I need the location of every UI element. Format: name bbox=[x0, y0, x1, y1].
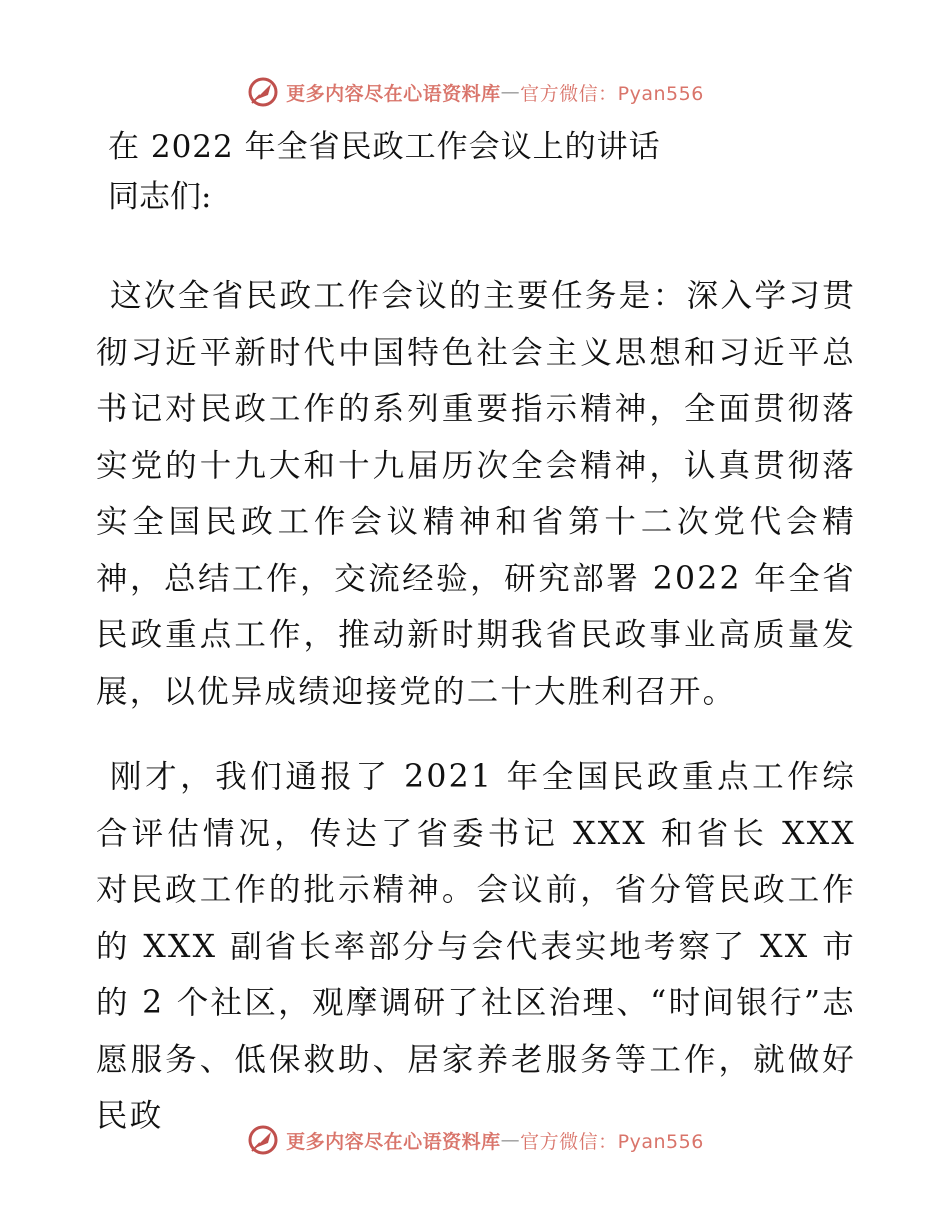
document-greeting: 同志们: bbox=[108, 179, 212, 215]
watermark-library-text: 更多内容尽在心语资料库 bbox=[286, 82, 501, 105]
header-watermark bbox=[0, 72, 950, 112]
body-paragraph: 这次全省民政工作会议的主要任务是：深入学习贯彻习近平新时代中国特色社会主义思想和习近平总书记对民政工作的系列重要指示精神，全面贯彻落实党的十九大和十九届历次全会精神，认真贯彻落实全国民政工作会议精神和省第十二次党代会精神，总结工作，交流经验，研究部署 2022 年全省民政重点工作，推动新时期我省民政事业高质量发展，以优异成绩迎接党的二十大胜利召开。 bbox=[96, 278, 856, 710]
document-title: 在 2022 年全省民政工作会议上的讲话 bbox=[108, 129, 661, 165]
watermark-account-text: 官方微信：Pyan556 bbox=[520, 82, 704, 105]
quill-logo-icon bbox=[246, 1123, 280, 1157]
body-paragraph: 刚才，我们通报了 2021 年全国民政重点工作综合评估情况，传达了省委书记 XXX 和省长 XXX 对民政工作的批示精神。会议前，省分管民政工作的 XXX 副省长率部分与会代表实地考察了 XX 市的 2 个社区，观摩调研了社区治理、“时间银行”志愿服务、低保救助、居家养老服务等工作，就做好民政 bbox=[96, 759, 856, 1134]
quill-logo-icon bbox=[246, 75, 280, 109]
watermark-library-text: 更多内容尽在心语资料库 bbox=[286, 1130, 501, 1153]
watermark-dash: — bbox=[500, 81, 521, 103]
footer-watermark bbox=[0, 1120, 950, 1160]
watermark-dash: — bbox=[500, 1129, 521, 1151]
watermark-account-text: 官方微信：Pyan556 bbox=[520, 1130, 704, 1153]
